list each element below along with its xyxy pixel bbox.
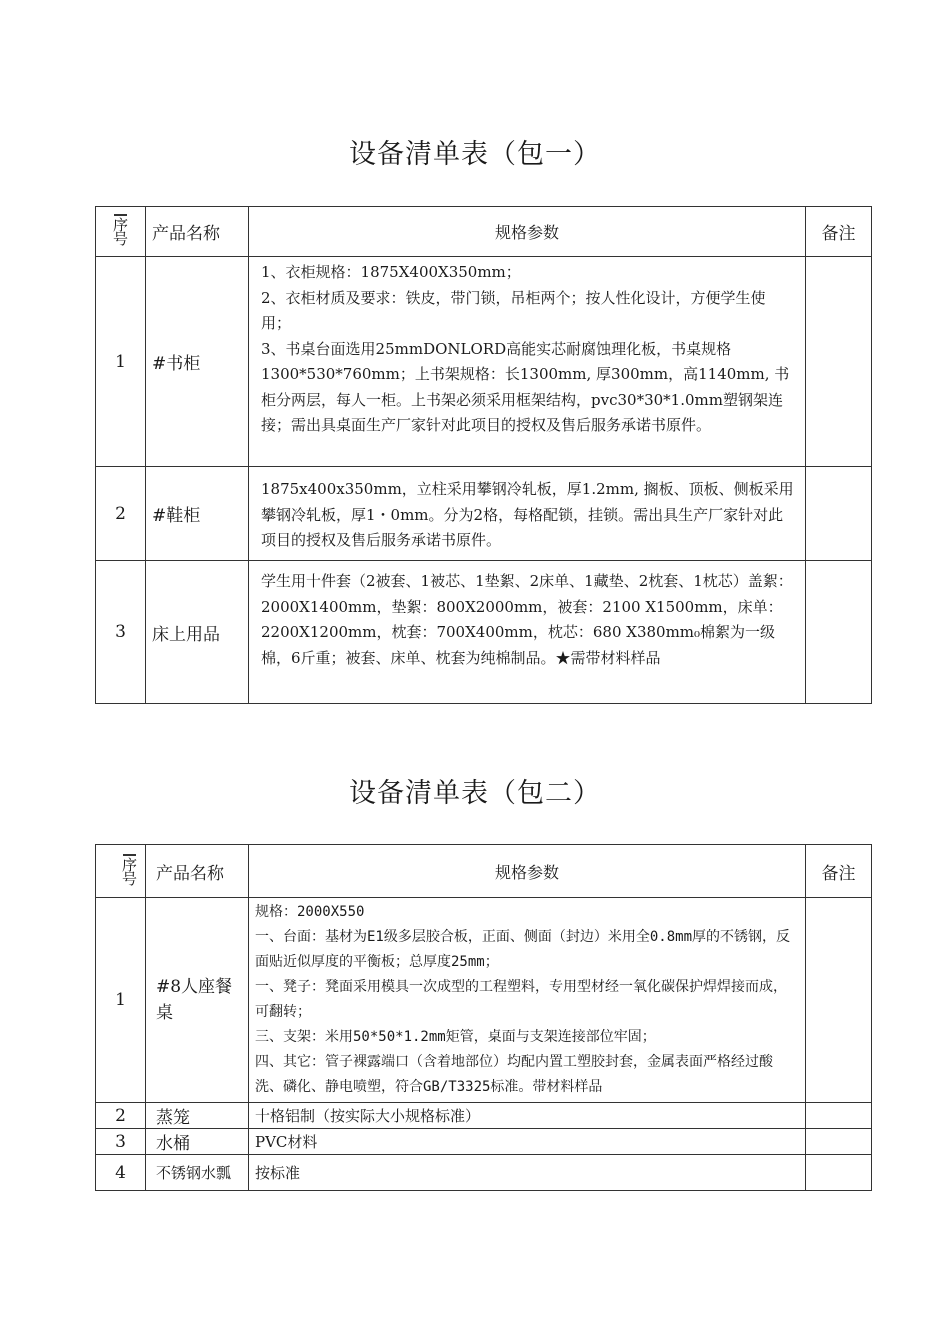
row-name: #书柜 xyxy=(146,257,249,467)
header-spec: 规格参数 xyxy=(249,845,806,898)
row-remark xyxy=(806,1129,872,1155)
row-spec xyxy=(249,257,806,467)
row-spec: 十格铝制（按实际大小规格标准） xyxy=(249,1103,806,1129)
header-name: 产品名称 xyxy=(146,845,249,898)
table-row xyxy=(96,1129,872,1155)
row-no: 2 xyxy=(96,467,146,561)
row-remark xyxy=(806,898,872,1103)
row-spec: PVC材料 xyxy=(249,1129,806,1155)
row-no: 4 xyxy=(96,1155,146,1191)
equipment-table-package1 xyxy=(95,206,872,704)
spec-line: 规格：2000X550 xyxy=(255,904,365,920)
header-no-label: 序 号 xyxy=(112,216,128,248)
row-no: 3 xyxy=(96,1129,146,1155)
row-name: 床上用品 xyxy=(146,561,249,704)
spec-line: 学生用十件套（2被套、1被芯、1垫絮、2床单、1藏垫、2枕套、1枕芯）盖絮：2000X1400mm，垫絮：800X2000mm，被套：2100 X1500mm，床单：2200X1200mm，枕套：700X400mm，枕芯：680 X380mm₀棉絮为一级棉，6斤重；被套、床单、枕套为纯棉制品。★需带材料样品 xyxy=(261,572,793,667)
equipment-table-package2 xyxy=(95,844,872,1191)
header-spec: 规格参数 xyxy=(249,207,806,257)
table-header-row xyxy=(96,207,872,257)
table-header-row xyxy=(96,845,872,898)
row-no: 1 xyxy=(96,898,146,1103)
spec-line: 1875x400x350mm，立柱采用攀钢冷轧板，厚1.2mm, 搁板、顶板、侧板采用攀钢冷轧板，厚1・0mm。分为2格，每格配锁，挂锁。需出具生产厂家针对此项目的授权及售后服务承诺书原件。 xyxy=(261,480,794,549)
table-row xyxy=(96,257,872,467)
row-name: 蒸笼 xyxy=(146,1103,249,1129)
spec-line: 三、支架：米用50*50*1.2mm矩管，桌面与支架连接部位牢固； xyxy=(255,1029,656,1045)
row-name: #鞋柜 xyxy=(146,467,249,561)
row-remark xyxy=(806,257,872,467)
table-row xyxy=(96,467,872,561)
spec-line: 一、台面：基材为E1级多层胶合板，正面、侧面（封边）米用全0.8mm厚的不锈钢，反面贴近似厚度的平衡板；总厚度25mm； xyxy=(255,929,790,970)
row-spec xyxy=(249,898,806,1103)
header-name: 产品名称 xyxy=(146,207,249,257)
row-name: #8人座餐桌 xyxy=(146,898,249,1103)
header-no xyxy=(96,845,146,898)
header-remark: 备注 xyxy=(806,207,872,257)
row-spec xyxy=(249,561,806,704)
row-name: 水桶 xyxy=(146,1129,249,1155)
row-remark xyxy=(806,1103,872,1129)
package2-title: 设备清单表（包二） xyxy=(349,778,601,809)
row-name: 不锈钢水瓢 xyxy=(146,1155,249,1191)
table-row xyxy=(96,898,872,1103)
row-no: 3 xyxy=(96,561,146,704)
table-row xyxy=(96,561,872,704)
package1-title: 设备清单表（包一） xyxy=(349,139,601,170)
row-remark xyxy=(806,1155,872,1191)
row-spec xyxy=(249,467,806,561)
row-no: 2 xyxy=(96,1103,146,1129)
spec-line: 一、凳子：凳面采用模具一次成型的工程塑料，专用型材经一氧化碳保护焊焊接而成，可翻转； xyxy=(255,979,787,1020)
table-row xyxy=(96,1155,872,1191)
spec-line: 3、书桌台面选用25mmDONLORD高能实芯耐腐蚀理化板，书桌规格1300*530*760mm；上书架规格：长1300mm, 厚300mm，高1140mm, 书柜分两层，每人一柜。上书架必须采用框架结构，pvc30*30*1.0mm塑钢架连接；需出具桌面生产厂家针对此项目的授权及售后服务承诺书原件。 xyxy=(261,339,790,434)
spec-line: 1、衣柜规格：1875X400X350mm； xyxy=(261,263,521,281)
header-remark: 备注 xyxy=(806,845,872,898)
row-no: 1 xyxy=(96,257,146,467)
row-remark xyxy=(806,561,872,704)
header-no-label: 序 号 xyxy=(121,855,137,888)
spec-line: 四、其它：管子裸露端口（含着地部位）均配内置工塑胶封套，金属表面严格经过酸洗、磷化、静电喷塑，符合GB/T3325标准。带材料样品 xyxy=(255,1054,773,1095)
row-spec: 按标准 xyxy=(249,1155,806,1191)
table-row xyxy=(96,1103,872,1129)
spec-line: 2、衣柜材质及要求：铁皮，带门锁，吊柜两个；按人性化设计，方便学生使用； xyxy=(261,288,766,332)
row-remark xyxy=(806,467,872,561)
header-no xyxy=(96,207,146,257)
